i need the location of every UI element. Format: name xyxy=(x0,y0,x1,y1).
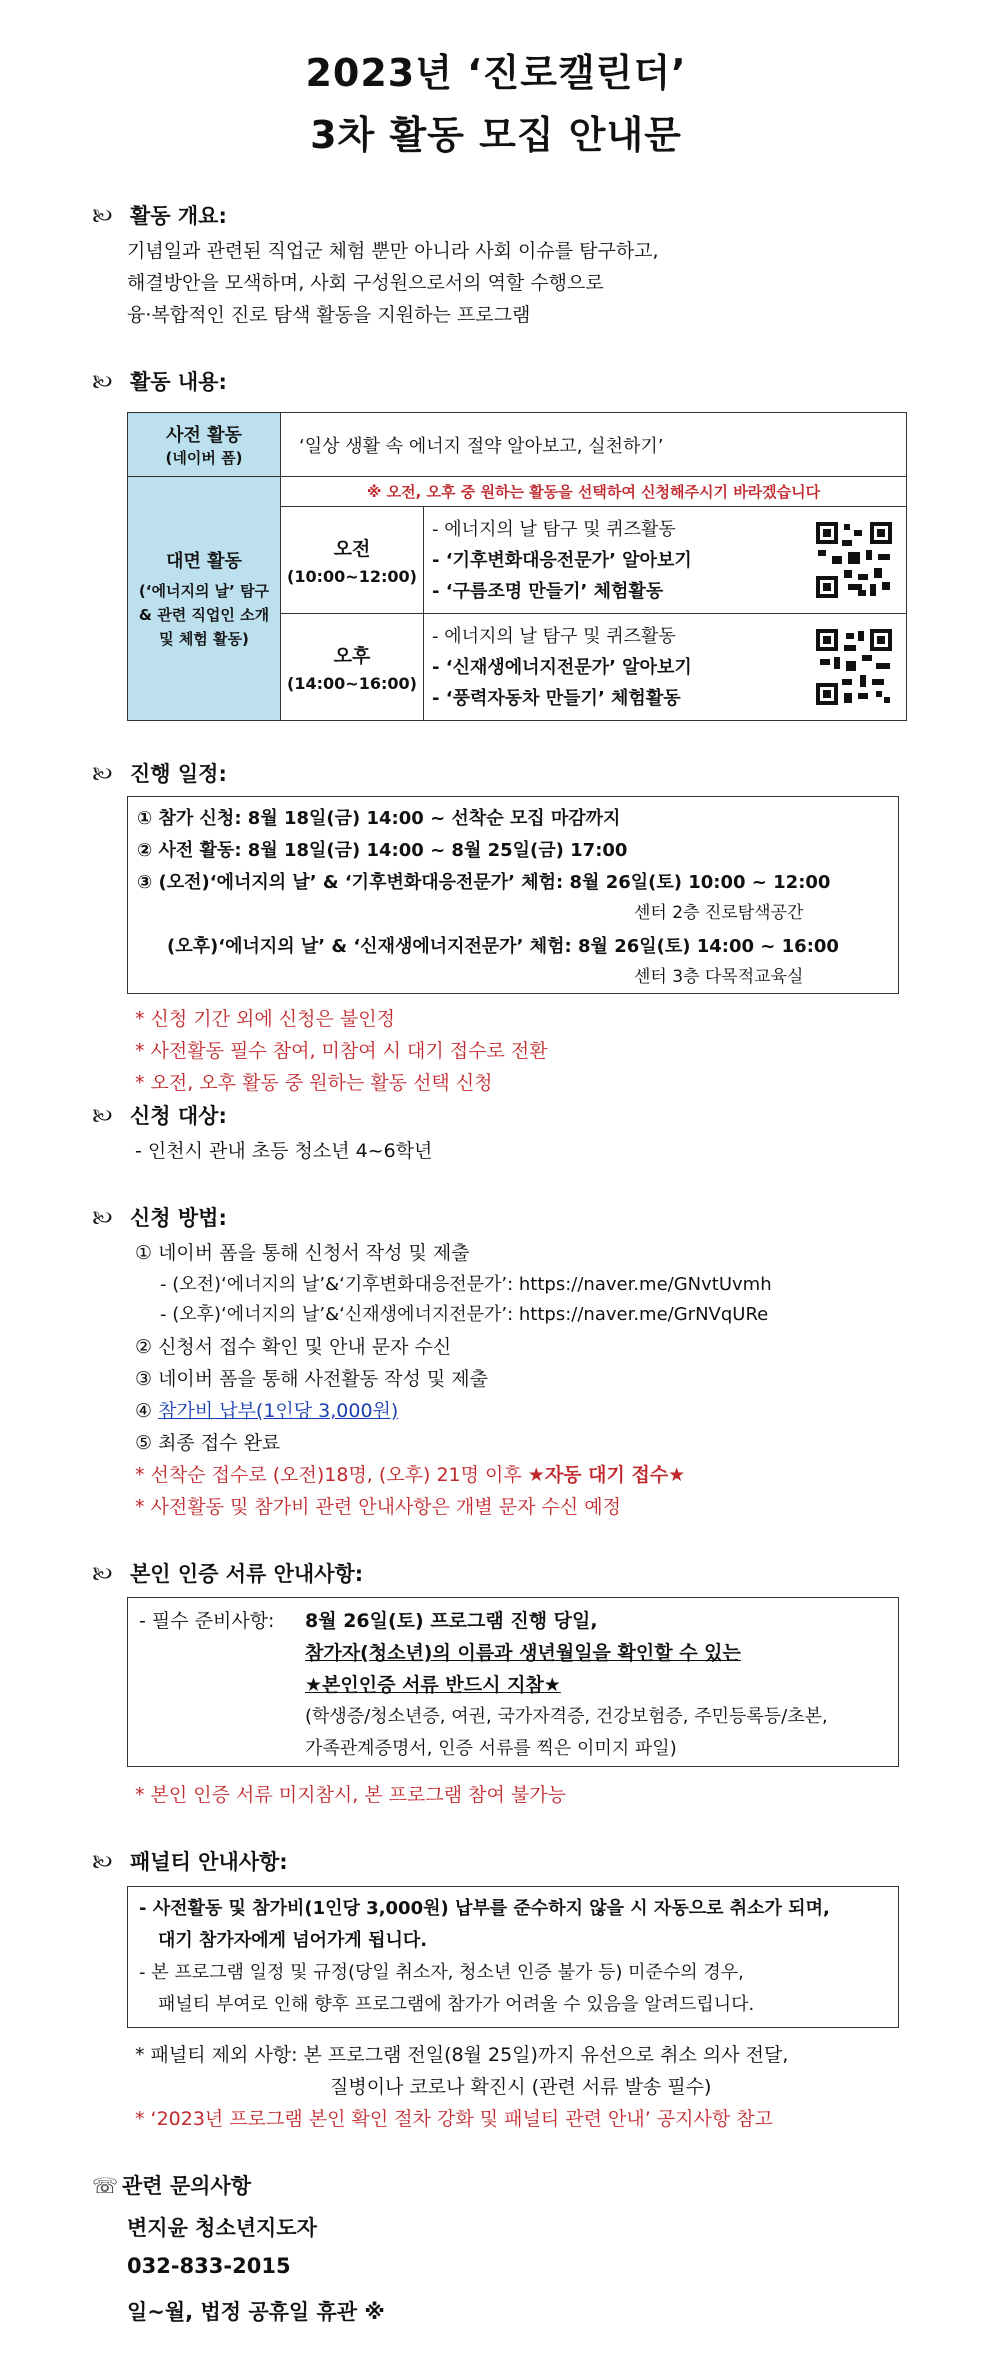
pm-item: - ‘풍력자동차 만들기’ 체험활동 xyxy=(432,687,681,709)
contact-name: 변지윤 청소년지도자 xyxy=(127,2216,317,2240)
qr-code-am-icon[interactable] xyxy=(814,520,894,600)
section-content xyxy=(92,366,227,403)
overview-line: 기념일과 관련된 직업군 체험 뿐만 아니라 사회 이슈를 탐구하고, xyxy=(127,240,659,262)
am-item: - ‘구름조명 만들기’ 체험활동 xyxy=(432,580,664,602)
section-penalty xyxy=(92,1846,288,1883)
face-activity-label: 대면 활동 xyxy=(166,550,242,572)
method-step-1: ① 네이버 폼을 통해 신청서 작성 및 제출 xyxy=(135,1242,470,1264)
pre-activity-cell xyxy=(128,413,281,477)
method-link-am[interactable]: - (오전)‘에너지의 날’&‘기후변화대응전문가’: https://naver.me/GNvtUvmh xyxy=(160,1274,772,1295)
penalty-line-4: 패널티 부여로 인해 향후 프로그램에 참가가 어려울 수 있음을 알려드립니다. xyxy=(158,1994,755,2015)
select-notice: ※ 오전, 오후 중 원하는 활동을 선택하여 신청해주시기 바라겠습니다 xyxy=(281,477,907,507)
penalty-line-3: - 본 프로그램 일정 및 규정(당일 취소자, 청소년 인증 불가 등) 미준수의 경우, xyxy=(139,1962,744,1983)
penalty-notice-ref: * ‘2023년 프로그램 본인 확인 절차 강화 및 패널티 관련 안내’ 공지사항 참고 xyxy=(135,2108,773,2130)
am-items xyxy=(424,507,907,614)
id-line-5: 가족관계증명서, 인증 서류를 찍은 이미지 파일) xyxy=(305,1738,677,1759)
penalty-exception-2: 질병이나 코로나 확진시 (관련 서류 발송 필수) xyxy=(330,2076,712,2098)
section-overview xyxy=(92,200,227,237)
method-heading: 신청 방법: xyxy=(130,1206,227,1230)
pre-activity-sub: (네이버 폼) xyxy=(165,449,243,467)
page-subtitle: 3차 활동 모집 안내문 xyxy=(310,113,682,157)
method-step-4-num: ④ xyxy=(135,1400,153,1422)
am-label: 오전 xyxy=(333,538,371,560)
fee-payment-link[interactable]: 참가비 납부(1인당 3,000원) xyxy=(158,1400,399,1422)
id-line-4: (학생증/청소년증, 여권, 국가자격증, 건강보험증, 주민등록등/초본, xyxy=(305,1706,828,1727)
contact-heading: 관련 문의사항 xyxy=(122,2174,252,2198)
penalty-line-1: - 사전활동 및 참가비(1인당 3,000원) 납부를 준수하지 않을 시 자동으로 취소가 되며, xyxy=(139,1898,830,1919)
pre-activity-label: 사전 활동 xyxy=(166,425,242,446)
id-note: * 본인 인증 서류 미지참시, 본 프로그램 참여 불가능 xyxy=(135,1784,566,1806)
section-schedule xyxy=(92,758,227,795)
section-contact xyxy=(92,2170,251,2200)
id-heading: 본인 인증 서류 안내사항: xyxy=(130,1562,364,1586)
am-time: (10:00~12:00) xyxy=(287,567,417,586)
schedule-note: * 오전, 오후 활동 중 원하는 활동 선택 신청 xyxy=(135,1072,493,1094)
bullet-icon: 🙠 xyxy=(92,370,113,394)
pre-activity-desc: ‘일상 생활 속 에너지 절약 알아보고, 실천하기’ xyxy=(281,413,907,477)
target-line: - 인천시 관내 초등 청소년 4~6학년 xyxy=(135,1140,433,1162)
page-title: 2023년 ‘진로캘린더’ xyxy=(305,51,687,95)
face-activity-cell xyxy=(128,477,281,721)
penalty-line-2: 대기 참가자에게 넘어가게 됩니다. xyxy=(158,1930,428,1951)
schedule-step-3: ③ (오전)‘에너지의 날’ & ‘기후변화대응전문가’ 체험: 8월 26일(토) 10:00 ~ 12:00 xyxy=(137,872,831,893)
face-activity-sub: (‘에너지의 날’ 탐구 & 관련 직업인 소개 및 체험 활동) xyxy=(138,581,270,648)
schedule-place-am: 센터 2층 진로탐색공간 xyxy=(634,903,804,923)
contact-phone[interactable]: 032-833-2015 xyxy=(127,2254,291,2278)
overview-line: 융·복합적인 진로 탐색 활동을 지원하는 프로그램 xyxy=(127,304,531,326)
penalty-heading: 패널티 안내사항: xyxy=(130,1850,288,1874)
target-heading: 신청 대상: xyxy=(130,1104,227,1128)
phone-icon: ☏ xyxy=(92,2174,119,2198)
bullet-icon: 🙠 xyxy=(92,762,113,786)
am-item: - 에너지의 날 탐구 및 퀴즈활동 xyxy=(432,518,676,540)
id-line-2: 참가자(청소년)의 이름과 생년월일을 확인할 수 있는 xyxy=(305,1642,741,1664)
am-cell xyxy=(281,507,424,614)
method-step-3: ③ 네이버 폼을 통해 사전활동 작성 및 제출 xyxy=(135,1368,488,1390)
schedule-step-4: (오후)‘에너지의 날’ & ‘신재생에너지전문가’ 체험: 8월 26일(토) 14:00 ~ 16:00 xyxy=(167,936,839,957)
method-step-5: ⑤ 최종 접수 완료 xyxy=(135,1432,281,1454)
pm-cell xyxy=(281,614,424,721)
activity-table xyxy=(127,412,907,721)
schedule-step-2: ② 사전 활동: 8월 18일(금) 14:00 ~ 8월 25일(금) 17:00 xyxy=(137,840,628,861)
pm-item: - ‘신재생에너지전문가’ 알아보기 xyxy=(432,656,692,678)
schedule-place-pm: 센터 3층 다목적교육실 xyxy=(634,967,804,987)
method-note-1-text: * 선착순 접수로 (오전)18명, (오후) 21명 이후 xyxy=(135,1464,528,1486)
content-heading: 활동 내용: xyxy=(130,370,227,394)
method-note-2: * 사전활동 및 참가비 관련 안내사항은 개별 문자 수신 예정 xyxy=(135,1496,621,1518)
bullet-icon: 🙠 xyxy=(92,1850,113,1874)
qr-code-pm-icon[interactable] xyxy=(814,627,894,707)
schedule-step-1: ① 참가 신청: 8월 18일(금) 14:00 ~ 선착순 모집 마감까지 xyxy=(137,808,621,829)
section-id xyxy=(92,1558,363,1595)
schedule-note: * 신청 기간 외에 신청은 불인정 xyxy=(135,1008,395,1030)
section-target xyxy=(92,1100,227,1137)
method-step-4 xyxy=(135,1396,398,1423)
contact-hours: 일~월, 법정 공휴일 휴관 ※ xyxy=(127,2300,385,2324)
id-prefix: - 필수 준비사항: xyxy=(139,1610,275,1632)
schedule-note: * 사전활동 필수 참여, 미참여 시 대기 접수로 전환 xyxy=(135,1040,548,1062)
id-line-3: ★본인인증 서류 반드시 지참★ xyxy=(305,1674,561,1696)
bullet-icon: 🙠 xyxy=(92,204,113,228)
method-step-2: ② 신청서 접수 확인 및 안내 문자 수신 xyxy=(135,1336,452,1358)
overview-line: 해결방안을 모색하며, 사회 구성원으로서의 역할 수행으로 xyxy=(127,272,604,294)
am-item: - ‘기후변화대응전문가’ 알아보기 xyxy=(432,549,692,571)
penalty-exception-1: * 패널티 제외 사항: 본 프로그램 전일(8월 25일)까지 유선으로 취소 의사 전달, xyxy=(135,2044,789,2066)
bullet-icon: 🙠 xyxy=(92,1206,113,1230)
section-method xyxy=(92,1202,227,1239)
method-note-1 xyxy=(135,1460,685,1487)
pm-label: 오후 xyxy=(333,645,371,667)
id-line-1: 8월 26일(토) 프로그램 진행 당일, xyxy=(305,1610,598,1632)
auto-waitlist-label: ★자동 대기 접수★ xyxy=(527,1464,686,1486)
bullet-icon: 🙠 xyxy=(92,1104,113,1128)
method-link-pm[interactable]: - (오후)‘에너지의 날’&‘신재생에너지전문가’: https://naver.me/GrNVqURe xyxy=(160,1304,769,1325)
pm-items xyxy=(424,614,907,721)
pm-item: - 에너지의 날 탐구 및 퀴즈활동 xyxy=(432,625,676,647)
pm-time: (14:00~16:00) xyxy=(287,674,417,693)
schedule-heading: 진행 일정: xyxy=(130,762,227,786)
overview-heading: 활동 개요: xyxy=(130,204,227,228)
bullet-icon: 🙠 xyxy=(92,1562,113,1586)
